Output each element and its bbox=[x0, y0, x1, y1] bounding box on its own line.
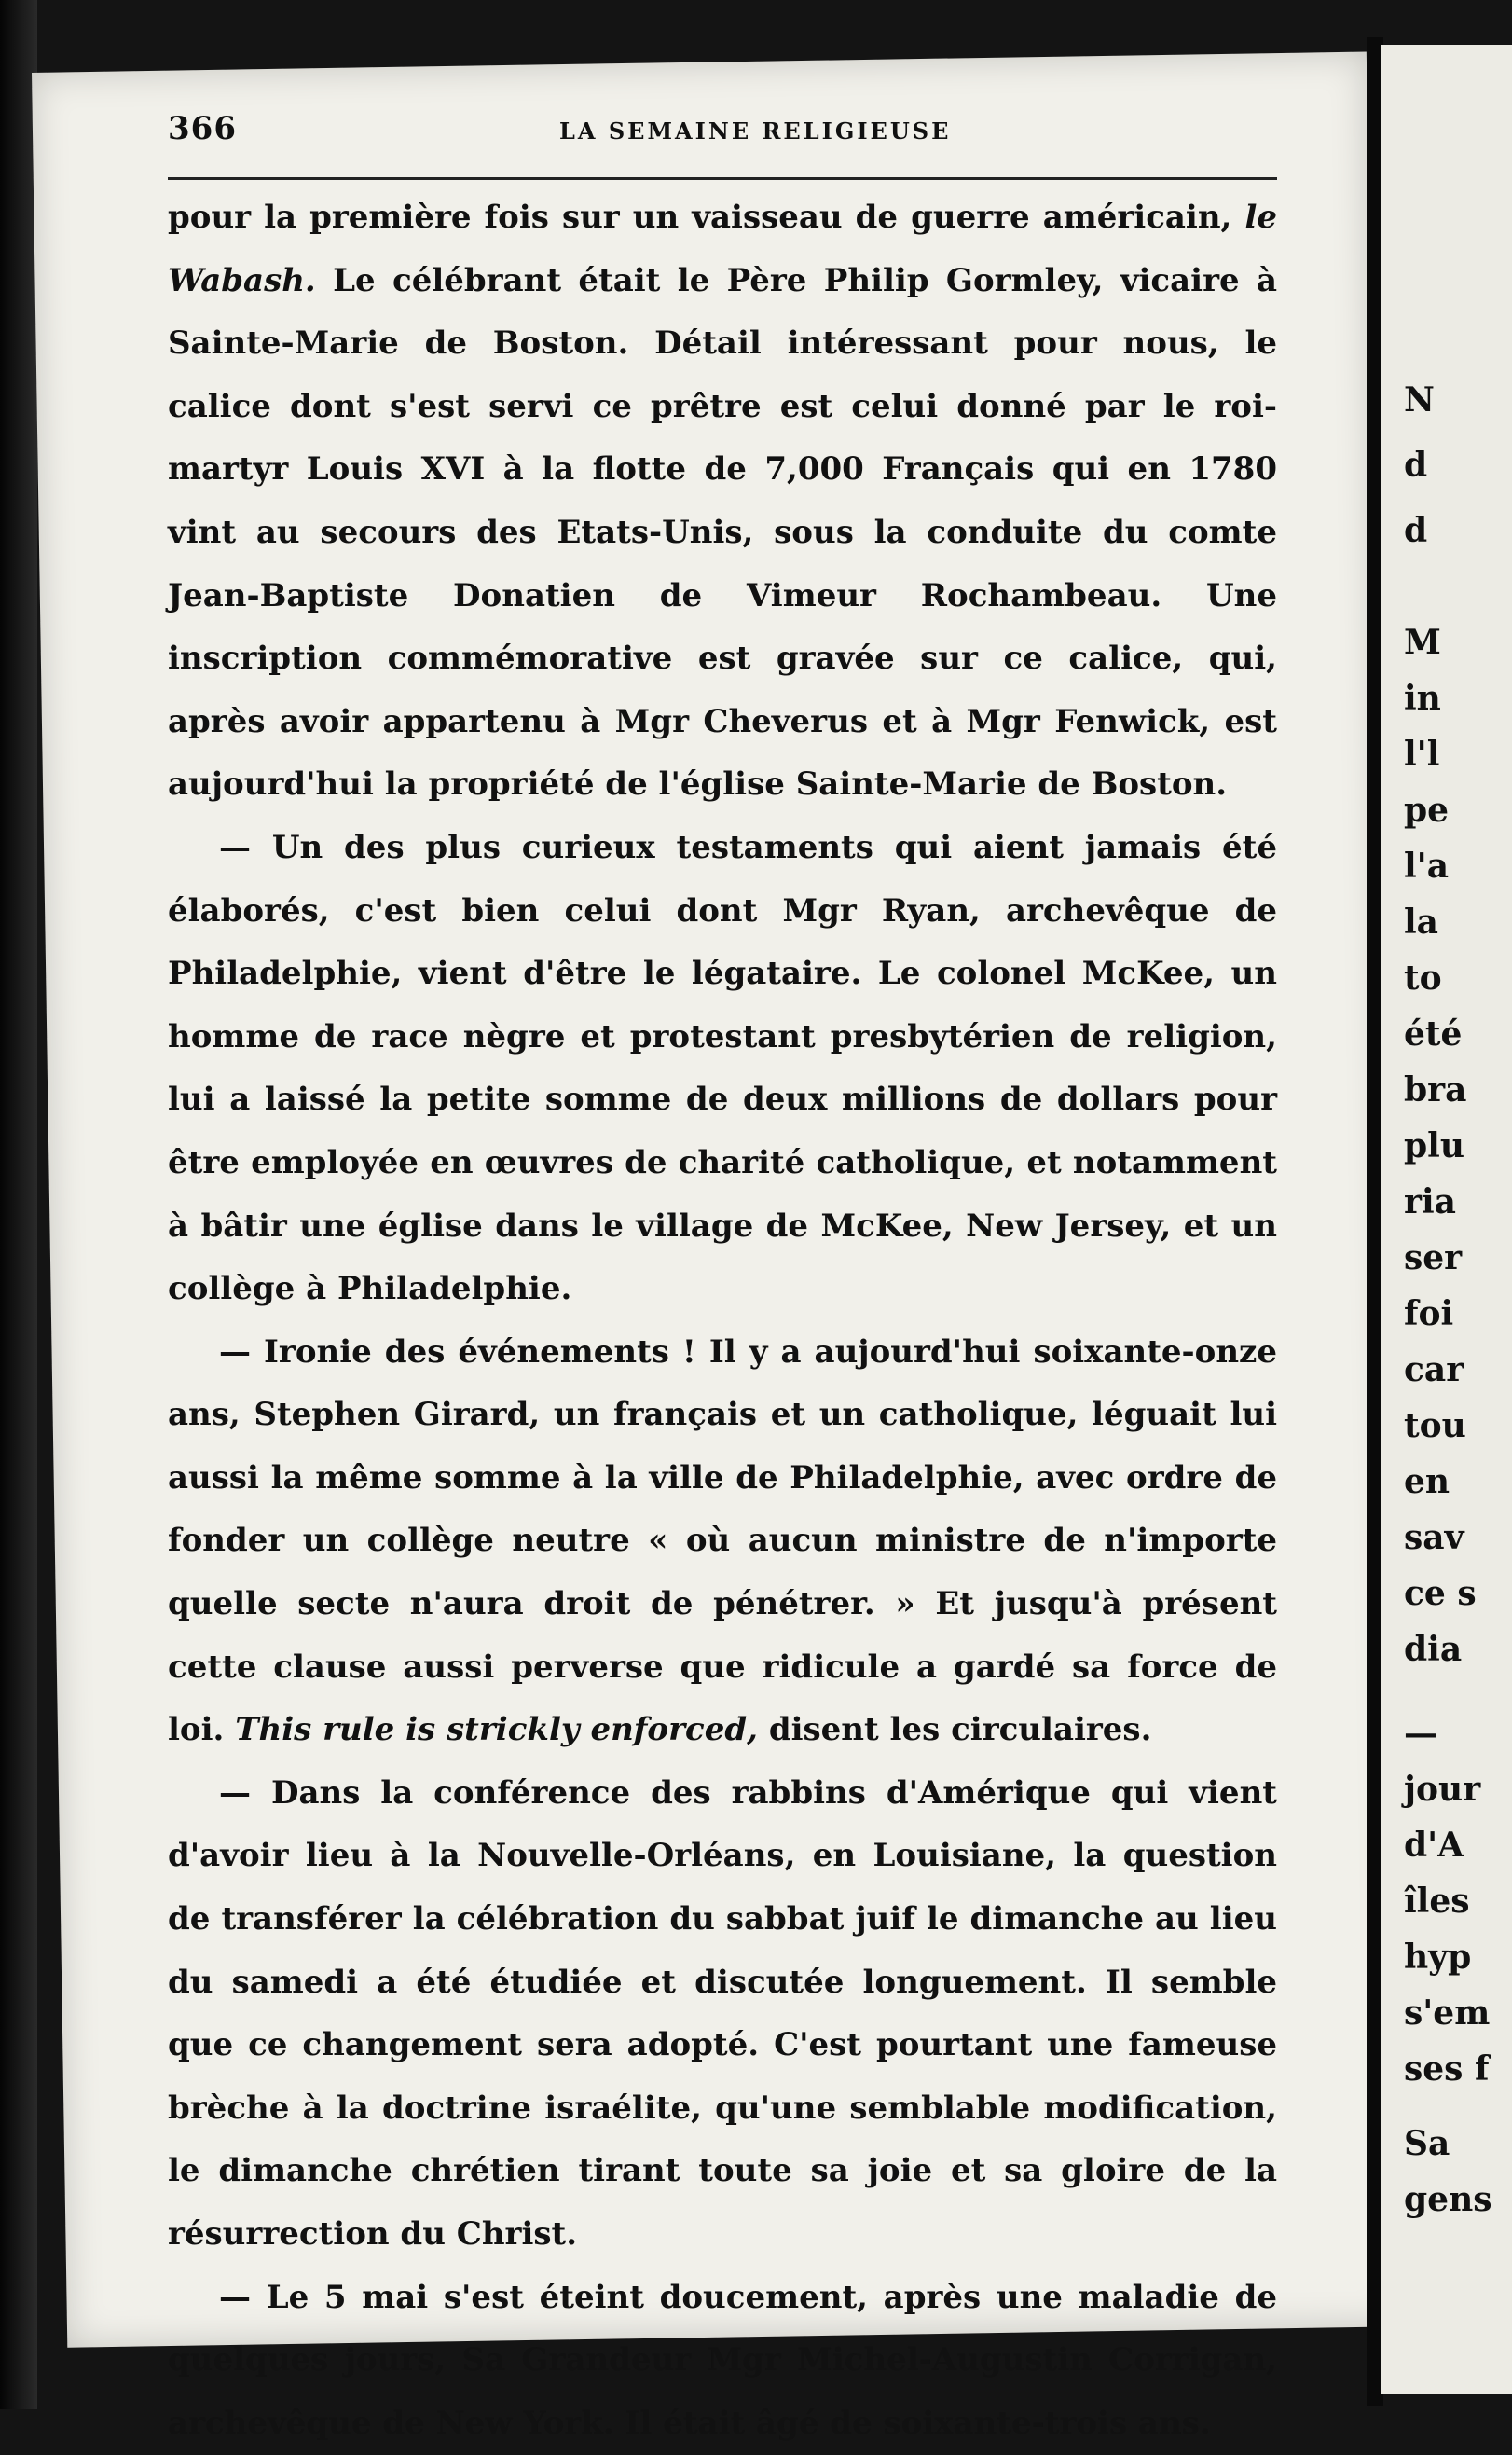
italic-run: This rule is strickly enforced, bbox=[235, 1711, 758, 1749]
paragraph bbox=[168, 817, 1277, 1321]
page-header bbox=[168, 110, 1277, 166]
next-page-fragment: sav bbox=[1404, 1518, 1464, 1557]
text-run: pour la première fois sur un vaisseau de guerre américain, bbox=[168, 199, 1245, 236]
next-page-fragment: pe bbox=[1404, 791, 1450, 830]
next-page-fragment: dia bbox=[1404, 1630, 1463, 1669]
text-run: — Le 5 mai s'est éteint doucement, après une maladie de quelques jours, Sa Grandeur Mgr Michel-Augustin Corrigan, archevêque de New York. Il était âgé de soixante-trois ans. bbox=[168, 2278, 1277, 2442]
header-rule bbox=[168, 177, 1277, 180]
next-page-fragment: to bbox=[1404, 959, 1442, 998]
text-run: — Ironie des événements ! Il y a aujourd'hui soixante-onze ans, Stephen Girard, un français et un catholique, léguait lui aussi la même somme à la ville de Philadelphie, avec ordre de fonder un collège neutre « où aucun ministre de n'importe quelle secte n'aura droit de pénétrer. » Et jusqu'à présent cette clause aussi perverse que ridicule a gardé sa force de loi. bbox=[168, 1332, 1277, 1749]
next-page-fragment: ria bbox=[1404, 1182, 1456, 1221]
paragraph bbox=[168, 1762, 1277, 2267]
next-page-fragment: car bbox=[1404, 1350, 1464, 1389]
next-page-fragment: bra bbox=[1404, 1070, 1467, 1110]
italic-run: le Wabash. bbox=[168, 199, 1277, 299]
next-page-fragment: ce s bbox=[1404, 1574, 1477, 1613]
next-page-fragment: — bbox=[1404, 1714, 1437, 1753]
next-page-fragment: été bbox=[1404, 1014, 1463, 1054]
next-page-fragment: s'em bbox=[1404, 1993, 1491, 2033]
article-body bbox=[168, 186, 1277, 2455]
running-title: LA SEMAINE RELIGIEUSE bbox=[559, 117, 952, 145]
next-page-fragment: jour bbox=[1404, 1770, 1481, 1809]
next-page-fragment: la bbox=[1404, 903, 1439, 942]
text-run: Le célébrant était le Père Philip Gormley, vicaire à Sainte-Marie de Boston. Détail intéressant pour nous, le calice dont s'est servi ce prêtre est celui donné par le roi-martyr Louis XVI à la flotte de 7,000 Français qui en 1780 vint au secours des Etats-Unis, sous la conduite du comte Jean-Baptiste Donatien de Vimeur Rochambeau. Une inscription commémorative est gravée sur ce calice, qui, après avoir appartenu à Mgr Cheverus et à Mgr Fenwick, est aujourd'hui la propriété de l'église Sainte-Marie de Boston. bbox=[168, 261, 1277, 804]
next-page-fragment: l'a bbox=[1404, 847, 1450, 886]
next-page-fragment: plu bbox=[1404, 1126, 1465, 1165]
next-page-fragment: hyp bbox=[1404, 1938, 1472, 1977]
next-page-fragment: N bbox=[1404, 380, 1435, 420]
next-page-fragment: Sa bbox=[1404, 2124, 1450, 2163]
next-page-fragment: d bbox=[1404, 511, 1428, 550]
next-page-fragment: d'A bbox=[1404, 1826, 1464, 1865]
next-page-fragment: gens bbox=[1404, 2180, 1492, 2219]
next-page-fragment: M bbox=[1404, 623, 1441, 662]
next-page-fragment: tou bbox=[1404, 1406, 1466, 1445]
text-run: — Un des plus curieux testaments qui aient jamais été élaborés, c'est bien celui dont Mgr Ryan, archevêque de Philadelphie, vient d'être le légataire. Le colonel McKee, un homme de race nègre et protestant presbytérien de religion, lui a laissé la petite somme de deux millions de dollars pour être employée en œuvres de charité catholique, et notamment à bâtir une église dans le village de McKee, New Jersey, et un collège à Philadelphie. bbox=[168, 828, 1277, 1308]
next-page-fragment: ses f bbox=[1404, 2049, 1490, 2089]
text-run: — Dans la conférence des rabbins d'Amérique qui vient d'avoir lieu à la Nouvelle-Orléans, en Louisiane, la question de transférer la célébration du sabbat juif le dimanche au lieu du samedi a été étudiée et discutée longuement. Il semble que ce changement sera adopté. C'est pourtant une fameuse brèche à la doctrine israélite, qu'une semblable modification, le dimanche chrétien tirant toute sa joie et sa gloire de la résurrection du Christ. bbox=[168, 1773, 1277, 2253]
text-run: disent les circulaires. bbox=[757, 1711, 1152, 1749]
next-page-fragment: l'l bbox=[1404, 735, 1440, 774]
paragraph bbox=[168, 1321, 1277, 1762]
next-page-fragment: ser bbox=[1404, 1238, 1463, 1277]
page-number: 366 bbox=[168, 110, 237, 147]
next-page-fragment: îles bbox=[1404, 1882, 1470, 1921]
next-page-edge bbox=[1381, 45, 1512, 2394]
scan-left-edge bbox=[0, 0, 37, 2409]
next-page-fragment: en bbox=[1404, 1462, 1450, 1501]
paragraph bbox=[168, 186, 1277, 817]
next-page-fragment: foi bbox=[1404, 1294, 1454, 1333]
next-page-fragment: d bbox=[1404, 446, 1428, 485]
next-page-fragment: in bbox=[1404, 679, 1441, 718]
paragraph bbox=[168, 2267, 1277, 2455]
